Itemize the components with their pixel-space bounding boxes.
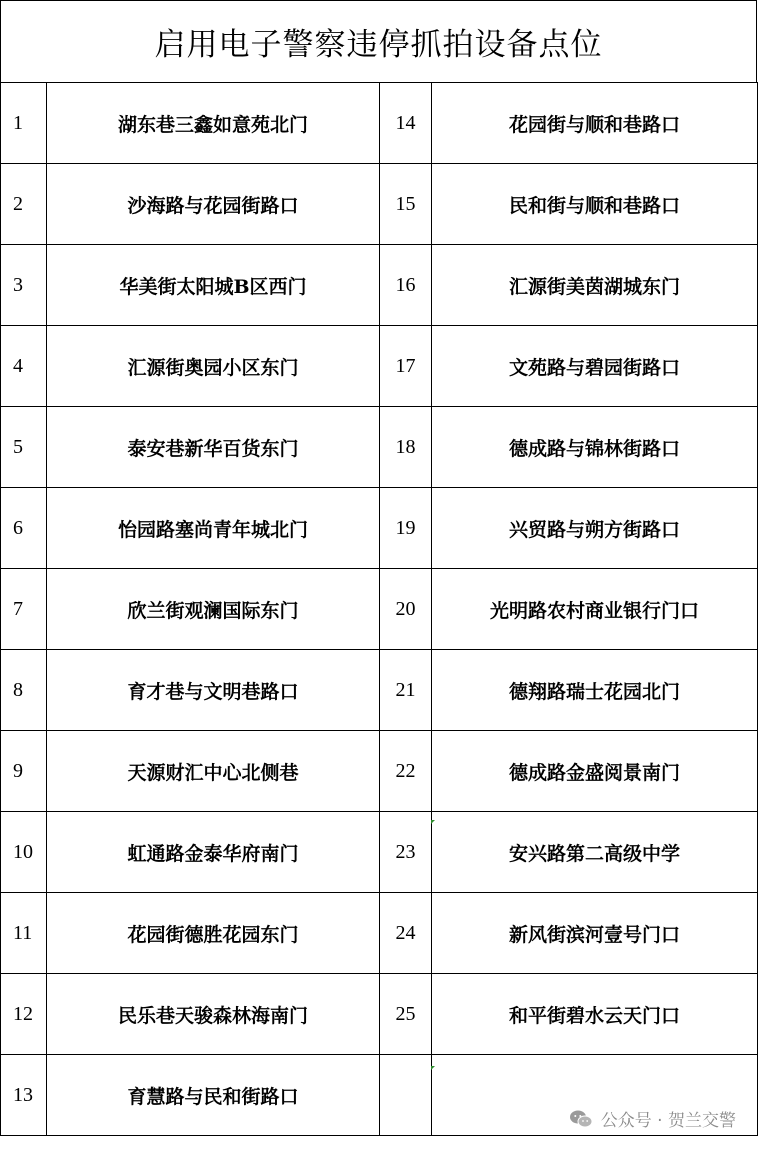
watermark	[569, 1106, 736, 1131]
location-name-left: 民乐巷天骏森林海南门	[47, 974, 380, 1055]
row-number-right: 17	[380, 326, 432, 407]
location-name-left: 欣兰街观澜国际东门	[47, 569, 380, 650]
row-number-right: 23	[380, 812, 432, 893]
location-name-right: 德成路与锦林街路口	[432, 407, 758, 488]
row-number-right: 21	[380, 650, 432, 731]
location-name-left: 虹通路金泰华府南门	[47, 812, 380, 893]
table-row	[1, 83, 758, 164]
location-name-right: 德翔路瑞士花园北门	[432, 650, 758, 731]
row-number-left: 11	[1, 893, 47, 974]
table-row	[1, 731, 758, 812]
row-number-left: 1	[1, 83, 47, 164]
row-number-left: 8	[1, 650, 47, 731]
table-row	[1, 893, 758, 974]
row-number-right: 19	[380, 488, 432, 569]
table-row	[1, 650, 758, 731]
page-title: 启用电子警察违停抓拍设备点位	[0, 0, 757, 83]
location-name-left: 怡园路塞尚青年城北门	[47, 488, 380, 569]
location-name-right: 新风街滨河壹号门口	[432, 893, 758, 974]
location-name-right: 光明路农村商业银行门口	[432, 569, 758, 650]
table-row	[1, 407, 758, 488]
location-name-left: 育才巷与文明巷路口	[47, 650, 380, 731]
location-name-right: 安兴路第二高级中学	[432, 812, 758, 893]
cell-marker	[431, 820, 435, 824]
row-number-right: 25	[380, 974, 432, 1055]
location-name-right: 汇源街美茵湖城东门	[432, 245, 758, 326]
row-number-right: 15	[380, 164, 432, 245]
wechat-icon	[569, 1109, 593, 1129]
row-number-right	[380, 1055, 432, 1136]
locations-table	[0, 82, 758, 1136]
location-name-left: 育慧路与民和街路口	[47, 1055, 380, 1136]
table-row	[1, 974, 758, 1055]
location-name-left: 泰安巷新华百货东门	[47, 407, 380, 488]
table-row	[1, 326, 758, 407]
table-row	[1, 245, 758, 326]
row-number-left: 2	[1, 164, 47, 245]
row-number-right: 14	[380, 83, 432, 164]
row-number-left: 7	[1, 569, 47, 650]
row-number-right: 16	[380, 245, 432, 326]
location-name-right: 和平街碧水云天门口	[432, 974, 758, 1055]
table-row	[1, 164, 758, 245]
cell-marker	[431, 1066, 435, 1070]
row-number-right: 18	[380, 407, 432, 488]
location-name-right: 文苑路与碧园街路口	[432, 326, 758, 407]
location-name-left: 沙海路与花园街路口	[47, 164, 380, 245]
row-number-left: 12	[1, 974, 47, 1055]
row-number-left: 4	[1, 326, 47, 407]
location-name-right: 花园街与顺和巷路口	[432, 83, 758, 164]
location-name-left: 天源财汇中心北侧巷	[47, 731, 380, 812]
table-row	[1, 812, 758, 893]
location-name-right: 德成路金盛阅景南门	[432, 731, 758, 812]
row-number-left: 10	[1, 812, 47, 893]
location-name-right: 民和街与顺和巷路口	[432, 164, 758, 245]
location-name-left: 华美街太阳城B区西门	[47, 245, 380, 326]
row-number-right: 24	[380, 893, 432, 974]
location-name-right: 兴贸路与朔方街路口	[432, 488, 758, 569]
row-number-left: 3	[1, 245, 47, 326]
row-number-left: 9	[1, 731, 47, 812]
row-number-left: 5	[1, 407, 47, 488]
watermark-text: 公众号 · 贺兰交警	[600, 1111, 736, 1131]
row-number-left: 13	[1, 1055, 47, 1136]
location-name-left: 湖东巷三鑫如意苑北门	[47, 83, 380, 164]
location-name-left: 汇源街奥园小区东门	[47, 326, 380, 407]
table-row	[1, 569, 758, 650]
row-number-left: 6	[1, 488, 47, 569]
row-number-right: 20	[380, 569, 432, 650]
table-row	[1, 488, 758, 569]
row-number-right: 22	[380, 731, 432, 812]
location-name-left: 花园街德胜花园东门	[47, 893, 380, 974]
